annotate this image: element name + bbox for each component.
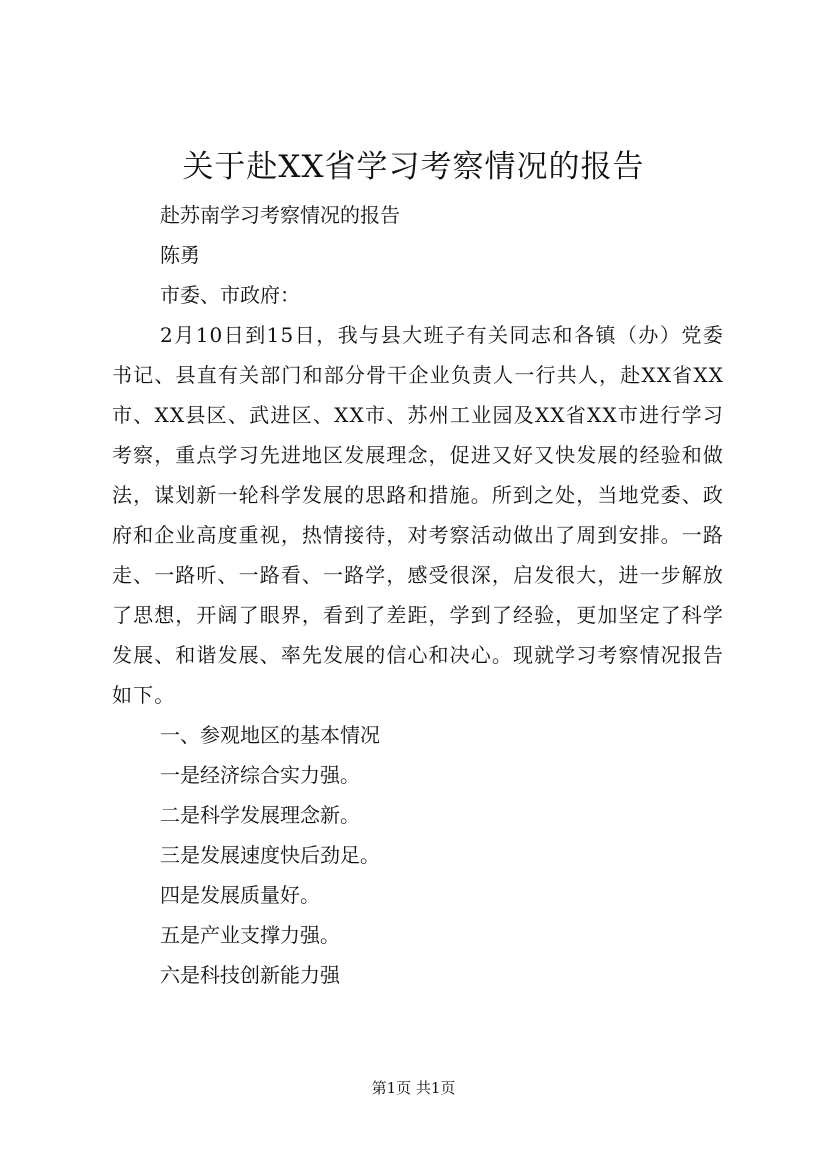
document-subtitle: 赴苏南学习考察情况的报告 bbox=[160, 203, 400, 227]
salutation: 市委、市政府： bbox=[160, 283, 300, 307]
list-item: 二是科学发展理念新。 bbox=[160, 803, 360, 827]
document-body bbox=[112, 195, 724, 995]
list-item: 五是产业支撑力强。 bbox=[160, 923, 340, 947]
list-item: 三是发展速度快后劲足。 bbox=[160, 843, 380, 867]
intro-paragraph: 2月10日到15日，我与县大班子有关同志和各镇（办）党委书记、县直有关部门和部分骨干企业负责人一行共人，赴XX省XX市、XX县区、武进区、XX市、苏州工业园及XX省XX市进行学习考察，重点学习先进地区发展理念，促进又好又快发展的经验和做法，谋划新一轮科学发展的思路和措施。所到之处，当地党委、政府和企业高度重视，热情接待，对考察活动做出了周到安排。一路走、一路听、一路看、一路学，感受很深，启发很大，进一步解放了思想，开阔了眼界，看到了差距，学到了经验，更加坚定了科学发展、和谐发展、率先发展的信心和决心。现就学习考察情况报告如下。 bbox=[112, 323, 724, 707]
section-heading: 一、参观地区的基本情况 bbox=[160, 723, 380, 747]
author-name: 陈勇 bbox=[160, 243, 200, 267]
list-item: 一是经济综合实力强。 bbox=[160, 763, 360, 787]
page-footer: 第1页 共1页 bbox=[371, 1079, 456, 1097]
list-item: 六是科技创新能力强 bbox=[160, 963, 340, 987]
document-title: 关于赴XX省学习考察情况的报告 bbox=[182, 149, 645, 185]
list-item: 四是发展质量好。 bbox=[160, 883, 320, 907]
